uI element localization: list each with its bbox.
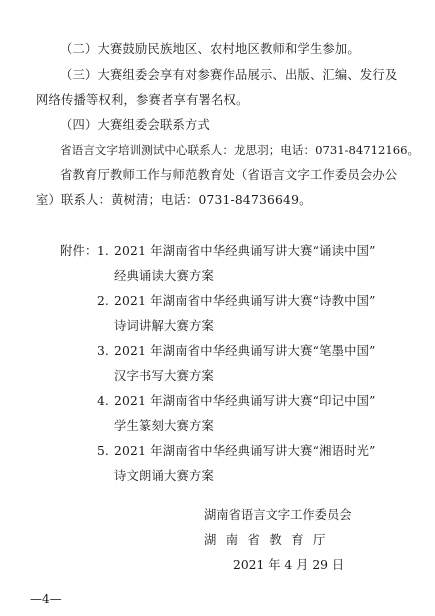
attachment-number: 5. bbox=[97, 444, 109, 458]
attachment-number: 3. bbox=[97, 344, 109, 358]
attachment-number: 1. bbox=[97, 244, 109, 258]
attachment-title-line-1: 2021 年湖南省中华经典诵写讲大赛“印记中国” bbox=[114, 394, 376, 408]
attachment-title-line-2: 诗文朗诵大赛方案 bbox=[114, 469, 214, 483]
attachments-label: 附件： bbox=[60, 244, 98, 258]
attachment-title-line-2: 学生篆刻大赛方案 bbox=[114, 419, 214, 433]
attachment-title-line-1: 2021 年湖南省中华经典诵写讲大赛“笔墨中国” bbox=[114, 344, 376, 358]
contact-training-center: 省语言文字培训测试中心联系人：龙思羽；电话：0731-84712166。 bbox=[60, 143, 420, 157]
attachment-title-line-2: 经典诵读大赛方案 bbox=[114, 269, 214, 283]
signature-org-education-dept: 湖南省教育厅 bbox=[204, 533, 335, 547]
attachment-title-line-2: 汉字书写大赛方案 bbox=[114, 369, 214, 383]
attachment-title-line-2: 诗词讲解大赛方案 bbox=[114, 319, 214, 333]
paragraph-3-line-2: 网络传播等权利，参赛者享有署名权。 bbox=[36, 93, 249, 107]
contact-education-dept-line-2: 室）联系人：黄树清；电话：0731-84736649。 bbox=[36, 193, 312, 207]
attachment-title-line-1: 2021 年湖南省中华经典诵写讲大赛“湘语时光” bbox=[114, 444, 376, 458]
attachment-title-line-1: 2021 年湖南省中华经典诵写讲大赛“诗教中国” bbox=[114, 294, 376, 308]
paragraph-3-line-1: （三）大赛组委会享有对参赛作品展示、出版、汇编、发行及 bbox=[60, 68, 398, 82]
page-number: —4— bbox=[30, 592, 62, 606]
signature-date: 2021 年 4 月 29 日 bbox=[233, 558, 345, 572]
signature-org-language-committee: 湖南省语言文字工作委员会 bbox=[204, 508, 352, 522]
attachment-title-line-1: 2021 年湖南省中华经典诵写讲大赛“诵读中国” bbox=[114, 244, 376, 258]
attachment-number: 2. bbox=[97, 294, 109, 308]
paragraph-2: （二）大赛鼓励民族地区、农村地区教师和学生参加。 bbox=[60, 42, 360, 56]
paragraph-4-heading: （四）大赛组委会联系方式 bbox=[60, 118, 210, 132]
contact-education-dept-line-1: 省教育厅教师工作与师范教育处（省语言文字工作委员会办公 bbox=[60, 168, 398, 182]
attachment-number: 4. bbox=[97, 394, 109, 408]
